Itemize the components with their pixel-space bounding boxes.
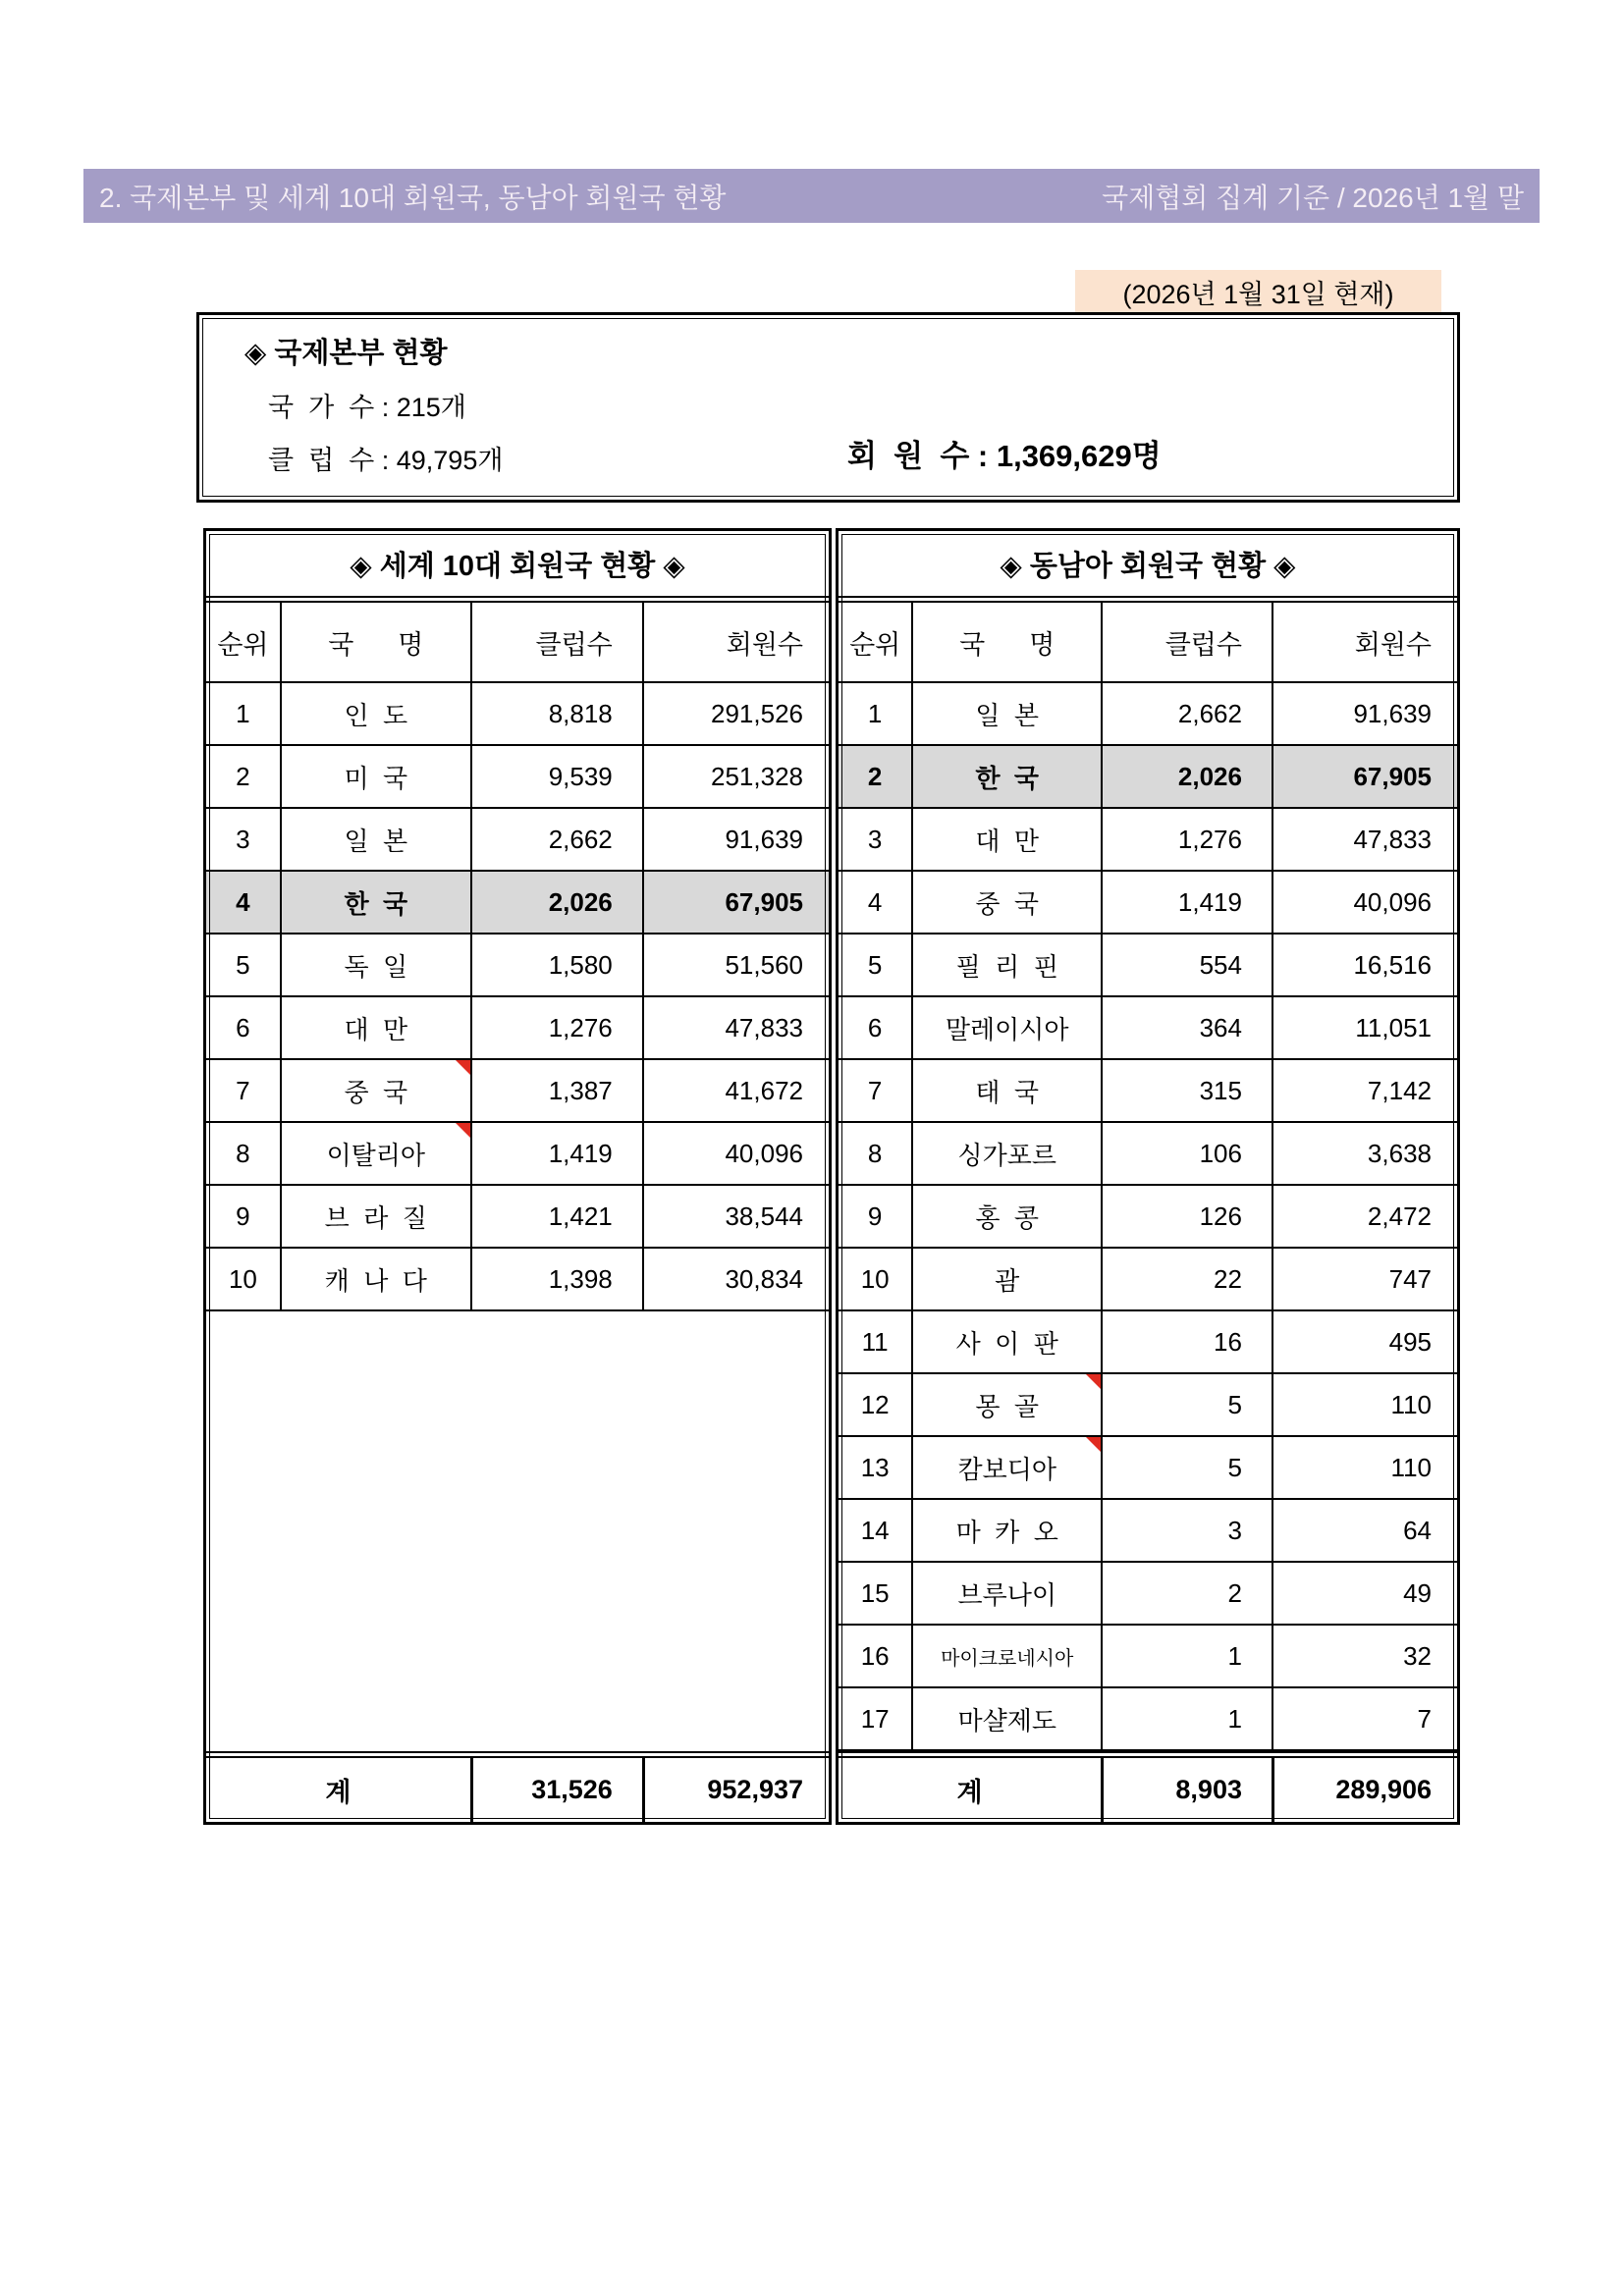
sea-table-body xyxy=(839,683,1457,1751)
cell-rank: 2 xyxy=(236,761,250,791)
cell-clubs: 16 xyxy=(1101,1311,1272,1372)
table-row xyxy=(206,1123,829,1186)
cell-clubs: 2,662 xyxy=(470,809,642,870)
total-label: 계 xyxy=(956,1778,983,1807)
header-cell-members: 회원수 xyxy=(642,603,829,681)
cell-rank: 10 xyxy=(228,1263,257,1294)
hq-country-count: 국 가 수 : 215개 xyxy=(268,393,466,422)
cell-rank: 17 xyxy=(860,1703,890,1734)
cell-rank: 5 xyxy=(867,949,883,980)
cell-clubs: 315 xyxy=(1101,1060,1272,1121)
cell-clubs: 22 xyxy=(1101,1249,1272,1309)
header-bar-title: 2. 국제본부 및 세계 10대 회원국, 동남아 회원국 현황 xyxy=(99,182,727,213)
as-of-date-text: (2026년 1월 31일 현재) xyxy=(1122,279,1394,309)
cell-members: 47,833 xyxy=(642,997,829,1058)
world-table-header-row xyxy=(206,603,829,683)
cell-clubs: 1,419 xyxy=(1101,872,1272,933)
cell-rank: 9 xyxy=(236,1201,250,1231)
cell-rank: 4 xyxy=(236,886,250,917)
table-row xyxy=(839,1688,1457,1751)
cell-rank: 5 xyxy=(236,949,250,980)
table-row xyxy=(839,1186,1457,1249)
cell-country: 마이크로네시아 xyxy=(911,1626,1101,1686)
cell-clubs: 1,580 xyxy=(470,934,642,995)
cell-clubs: 9,539 xyxy=(470,746,642,807)
table-row xyxy=(206,1060,829,1123)
cell-rank: 8 xyxy=(867,1138,883,1168)
table-row xyxy=(206,1186,829,1249)
cell-members: 110 xyxy=(1272,1437,1457,1498)
cell-clubs: 1,421 xyxy=(470,1186,642,1247)
cell-members: 747 xyxy=(1272,1249,1457,1309)
table-row xyxy=(206,997,829,1060)
header-bar xyxy=(83,169,1540,223)
cell-country-with-comment-marker: 몽 골 xyxy=(911,1374,1101,1435)
cell-clubs: 2,026 xyxy=(1101,746,1272,807)
header-cell-clubs: 클럽수 xyxy=(470,603,642,681)
cell-rank: 15 xyxy=(860,1577,890,1608)
table-row xyxy=(839,683,1457,746)
hq-club-count: 클 럽 수 : 49,795개 xyxy=(268,446,504,475)
cell-members: 49 xyxy=(1272,1563,1457,1624)
table-row xyxy=(839,1249,1457,1311)
cell-clubs: 1 xyxy=(1101,1688,1272,1749)
cell-country: 말레이시아 xyxy=(911,997,1101,1058)
cell-members: 7 xyxy=(1272,1688,1457,1749)
world-table-body xyxy=(206,683,829,1311)
header-cell-clubs: 클럽수 xyxy=(1101,603,1272,681)
cell-country: 대 만 xyxy=(911,809,1101,870)
cell-members: 51,560 xyxy=(642,934,829,995)
table-row xyxy=(839,1123,1457,1186)
cell-rank: 7 xyxy=(867,1075,883,1105)
table-row xyxy=(206,683,829,746)
cell-rank: 14 xyxy=(860,1515,890,1545)
cell-country: 캐 나 다 xyxy=(280,1249,470,1309)
cell-members: 38,544 xyxy=(642,1186,829,1247)
cell-clubs: 2,026 xyxy=(470,872,642,933)
cell-country: 일 본 xyxy=(911,683,1101,744)
cell-members: 3,638 xyxy=(1272,1123,1457,1184)
header-cell-rank: 순위 xyxy=(849,629,901,660)
table-row xyxy=(206,809,829,872)
hq-member-count: 회 원 수 : 1,369,629명 xyxy=(847,439,1162,473)
cell-members: 251,328 xyxy=(642,746,829,807)
sea-table-title: ◈ 동남아 회원국 현황 ◈ xyxy=(839,531,1457,603)
cell-clubs: 8,818 xyxy=(470,683,642,744)
cell-clubs: 5 xyxy=(1101,1374,1272,1435)
cell-clubs: 1,387 xyxy=(470,1060,642,1121)
cell-country: 독 일 xyxy=(280,934,470,995)
cell-country: 브 라 질 xyxy=(280,1186,470,1247)
cell-country-with-comment-marker: 이탈리아 xyxy=(280,1123,470,1184)
cell-members: 47,833 xyxy=(1272,809,1457,870)
header-cell-rank: 순위 xyxy=(217,629,269,660)
table-row xyxy=(839,872,1457,934)
cell-members: 11,051 xyxy=(1272,997,1457,1058)
table-row xyxy=(839,1374,1457,1437)
table-row xyxy=(206,1249,829,1311)
table-row xyxy=(206,746,829,809)
header-cell-country: 국 명 xyxy=(280,603,470,681)
cell-rank: 16 xyxy=(860,1640,890,1671)
cell-clubs: 1,398 xyxy=(470,1249,642,1309)
cell-clubs: 3 xyxy=(1101,1500,1272,1561)
cell-country: 사 이 판 xyxy=(911,1311,1101,1372)
hq-summary-box xyxy=(196,312,1460,503)
cell-rank: 8 xyxy=(236,1138,250,1168)
header-bar-right-text: 국제협회 집계 기준 / 2026년 1월 말 xyxy=(1102,182,1524,213)
table-row xyxy=(839,1437,1457,1500)
table-row xyxy=(839,746,1457,809)
cell-country: 미 국 xyxy=(280,746,470,807)
total-members-value: 289,906 xyxy=(1272,1758,1457,1822)
cell-members: 32 xyxy=(1272,1626,1457,1686)
cell-country: 브루나이 xyxy=(911,1563,1101,1624)
cell-country: 마 카 오 xyxy=(911,1500,1101,1561)
world-table-empty-area xyxy=(206,1311,829,1751)
hq-box-title: ◈ 국제본부 현황 xyxy=(244,338,448,369)
cell-country: 마샬제도 xyxy=(911,1688,1101,1749)
cell-clubs: 1,419 xyxy=(470,1123,642,1184)
table-row xyxy=(839,1626,1457,1688)
cell-country: 일 본 xyxy=(280,809,470,870)
total-label: 계 xyxy=(325,1778,352,1807)
cell-members: 40,096 xyxy=(642,1123,829,1184)
cell-members: 41,672 xyxy=(642,1060,829,1121)
cell-members: 30,834 xyxy=(642,1249,829,1309)
table-row xyxy=(839,809,1457,872)
cell-country: 한 국 xyxy=(911,746,1101,807)
cell-clubs: 106 xyxy=(1101,1123,1272,1184)
cell-members: 40,096 xyxy=(1272,872,1457,933)
cell-members: 110 xyxy=(1272,1374,1457,1435)
cell-rank: 6 xyxy=(236,1012,250,1042)
cell-clubs: 1 xyxy=(1101,1626,1272,1686)
cell-rank: 2 xyxy=(867,761,883,791)
cell-rank: 13 xyxy=(860,1452,890,1482)
cell-rank: 10 xyxy=(860,1263,890,1294)
table-row xyxy=(839,997,1457,1060)
cell-members: 67,905 xyxy=(1272,746,1457,807)
table-row xyxy=(839,1060,1457,1123)
cell-country: 대 만 xyxy=(280,997,470,1058)
cell-country: 중 국 xyxy=(911,872,1101,933)
sea-table-header-row xyxy=(839,603,1457,683)
cell-country: 괌 xyxy=(911,1249,1101,1309)
cell-members: 67,905 xyxy=(642,872,829,933)
as-of-date-box xyxy=(1075,270,1441,313)
cell-country-with-comment-marker: 캄보디아 xyxy=(911,1437,1101,1498)
cell-rank: 1 xyxy=(867,698,883,728)
cell-rank: 3 xyxy=(867,824,883,854)
table-row xyxy=(839,1563,1457,1626)
cell-clubs: 1,276 xyxy=(1101,809,1272,870)
table-row xyxy=(839,934,1457,997)
total-clubs-value: 8,903 xyxy=(1101,1758,1272,1822)
cell-rank: 3 xyxy=(236,824,250,854)
world-table-total-row xyxy=(206,1751,829,1822)
cell-members: 91,639 xyxy=(1272,683,1457,744)
cell-clubs: 2,662 xyxy=(1101,683,1272,744)
cell-members: 91,639 xyxy=(642,809,829,870)
header-cell-country: 국 명 xyxy=(911,603,1101,681)
total-clubs-value: 31,526 xyxy=(470,1758,642,1822)
cell-rank: 9 xyxy=(867,1201,883,1231)
world-top10-table xyxy=(203,528,832,1825)
cell-country: 한 국 xyxy=(280,872,470,933)
cell-rank: 11 xyxy=(861,1326,889,1357)
cell-country: 필 리 핀 xyxy=(911,934,1101,995)
total-members-value: 952,937 xyxy=(642,1758,829,1822)
header-cell-members: 회원수 xyxy=(1272,603,1457,681)
cell-members: 7,142 xyxy=(1272,1060,1457,1121)
cell-rank: 1 xyxy=(236,698,250,728)
table-row xyxy=(839,1500,1457,1563)
table-row xyxy=(206,934,829,997)
cell-rank: 6 xyxy=(867,1012,883,1042)
world-table-title: ◈ 세계 10대 회원국 현황 ◈ xyxy=(206,531,829,603)
southeast-asia-table xyxy=(836,528,1460,1825)
table-row xyxy=(839,1311,1457,1374)
cell-country: 태 국 xyxy=(911,1060,1101,1121)
cell-members: 64 xyxy=(1272,1500,1457,1561)
cell-members: 16,516 xyxy=(1272,934,1457,995)
cell-country-with-comment-marker: 중 국 xyxy=(280,1060,470,1121)
cell-members: 2,472 xyxy=(1272,1186,1457,1247)
cell-rank: 4 xyxy=(867,886,883,917)
cell-rank: 12 xyxy=(860,1389,890,1419)
cell-clubs: 126 xyxy=(1101,1186,1272,1247)
cell-members: 291,526 xyxy=(642,683,829,744)
cell-country: 인 도 xyxy=(280,683,470,744)
cell-clubs: 5 xyxy=(1101,1437,1272,1498)
cell-clubs: 1,276 xyxy=(470,997,642,1058)
cell-clubs: 364 xyxy=(1101,997,1272,1058)
cell-members: 495 xyxy=(1272,1311,1457,1372)
cell-country: 싱가포르 xyxy=(911,1123,1101,1184)
cell-clubs: 2 xyxy=(1101,1563,1272,1624)
table-row xyxy=(206,872,829,934)
cell-rank: 7 xyxy=(236,1075,250,1105)
cell-clubs: 554 xyxy=(1101,934,1272,995)
sea-table-total-row xyxy=(839,1751,1457,1822)
cell-country: 홍 콩 xyxy=(911,1186,1101,1247)
